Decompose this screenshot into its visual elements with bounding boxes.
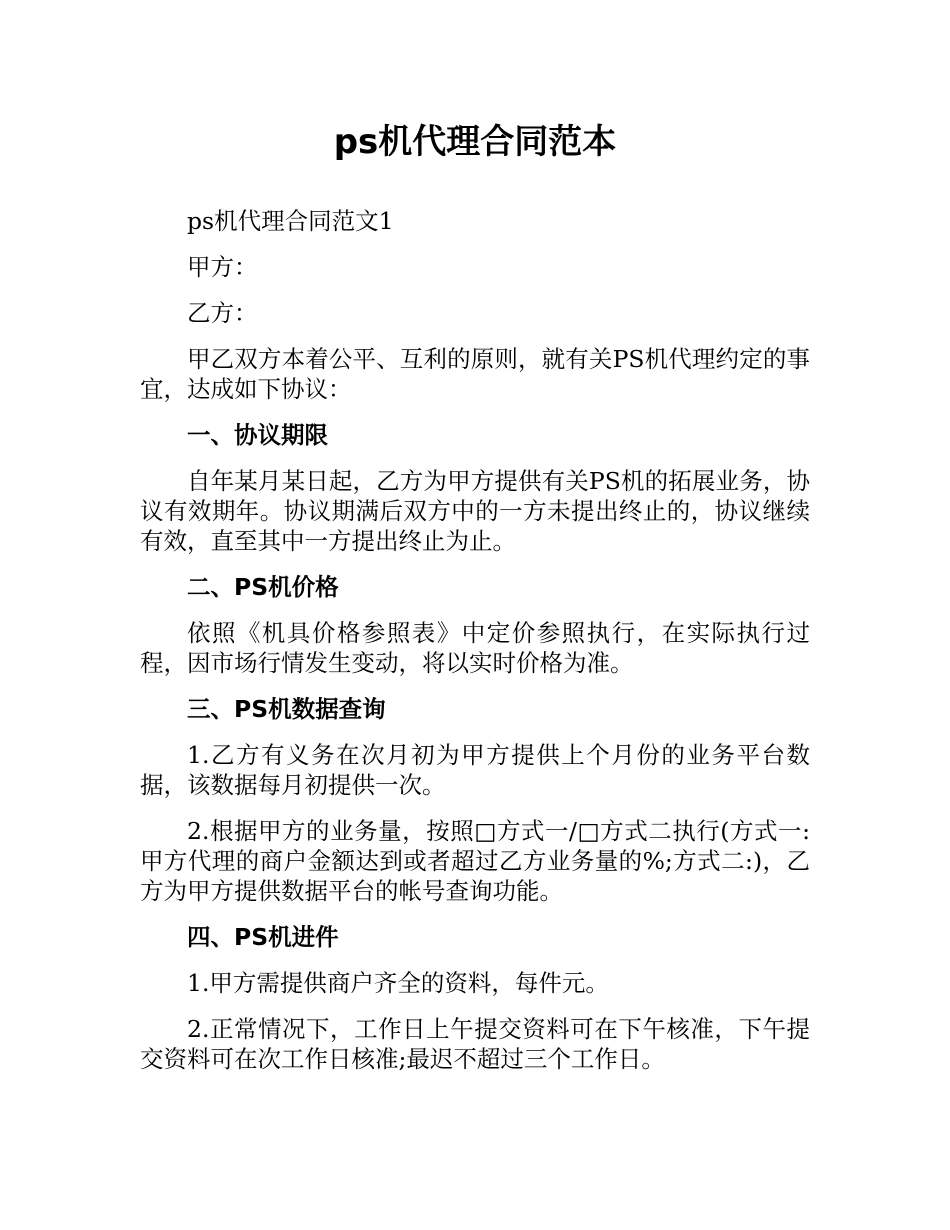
party-a-label: 甲方： <box>187 253 258 281</box>
section-onboarding-paragraph-1: 1.甲方需提供商户齐全的资料，每件元。 <box>187 969 609 997</box>
document-title: ps机代理合同范本 <box>333 122 617 162</box>
section-heading-onboarding: 四、PS机进件 <box>187 923 339 951</box>
section-term-paragraph: 自年某月某日起，乙方为甲方提供有关PS机的拓展业务，协议有效期年。协议期满后双方中的一方未提出终止的，协议继续有效，直至其中一方提出终止为止。 <box>140 467 810 555</box>
contract-subtitle: ps机代理合同范文1 <box>187 207 394 235</box>
section-heading-term: 一、协议期限 <box>187 421 328 449</box>
section-data-query-paragraph-1: 1.乙方有义务在次月初为甲方提供上个月份的业务平台数据，该数据每月初提供一次。 <box>140 741 810 799</box>
document-body <box>140 206 810 1090</box>
section-data-query-paragraph-2: 2.根据甲方的业务量，按照□方式一/□方式二执行(方式一:甲方代理的商户金额达到或者超过乙方业务量的%;方式二:)，乙方为甲方提供数据平台的帐号查询功能。 <box>140 817 810 905</box>
party-b-label: 乙方： <box>187 299 258 327</box>
section-heading-data-query: 三、PS机数据查询 <box>187 695 386 723</box>
section-heading-price: 二、PS机价格 <box>187 573 339 601</box>
section-price-paragraph: 依照《机具价格参照表》中定价参照执行，在实际执行过程，因市场行情发生变动，将以实时价格为准。 <box>140 619 810 677</box>
section-onboarding-paragraph-2: 2.正常情况下，工作日上午提交资料可在下午核准，下午提交资料可在次工作日核准;最迟不超过三个工作日。 <box>140 1015 810 1073</box>
intro-paragraph: 甲乙双方本着公平、互利的原则，就有关PS机代理约定的事宜，达成如下协议： <box>140 345 810 403</box>
